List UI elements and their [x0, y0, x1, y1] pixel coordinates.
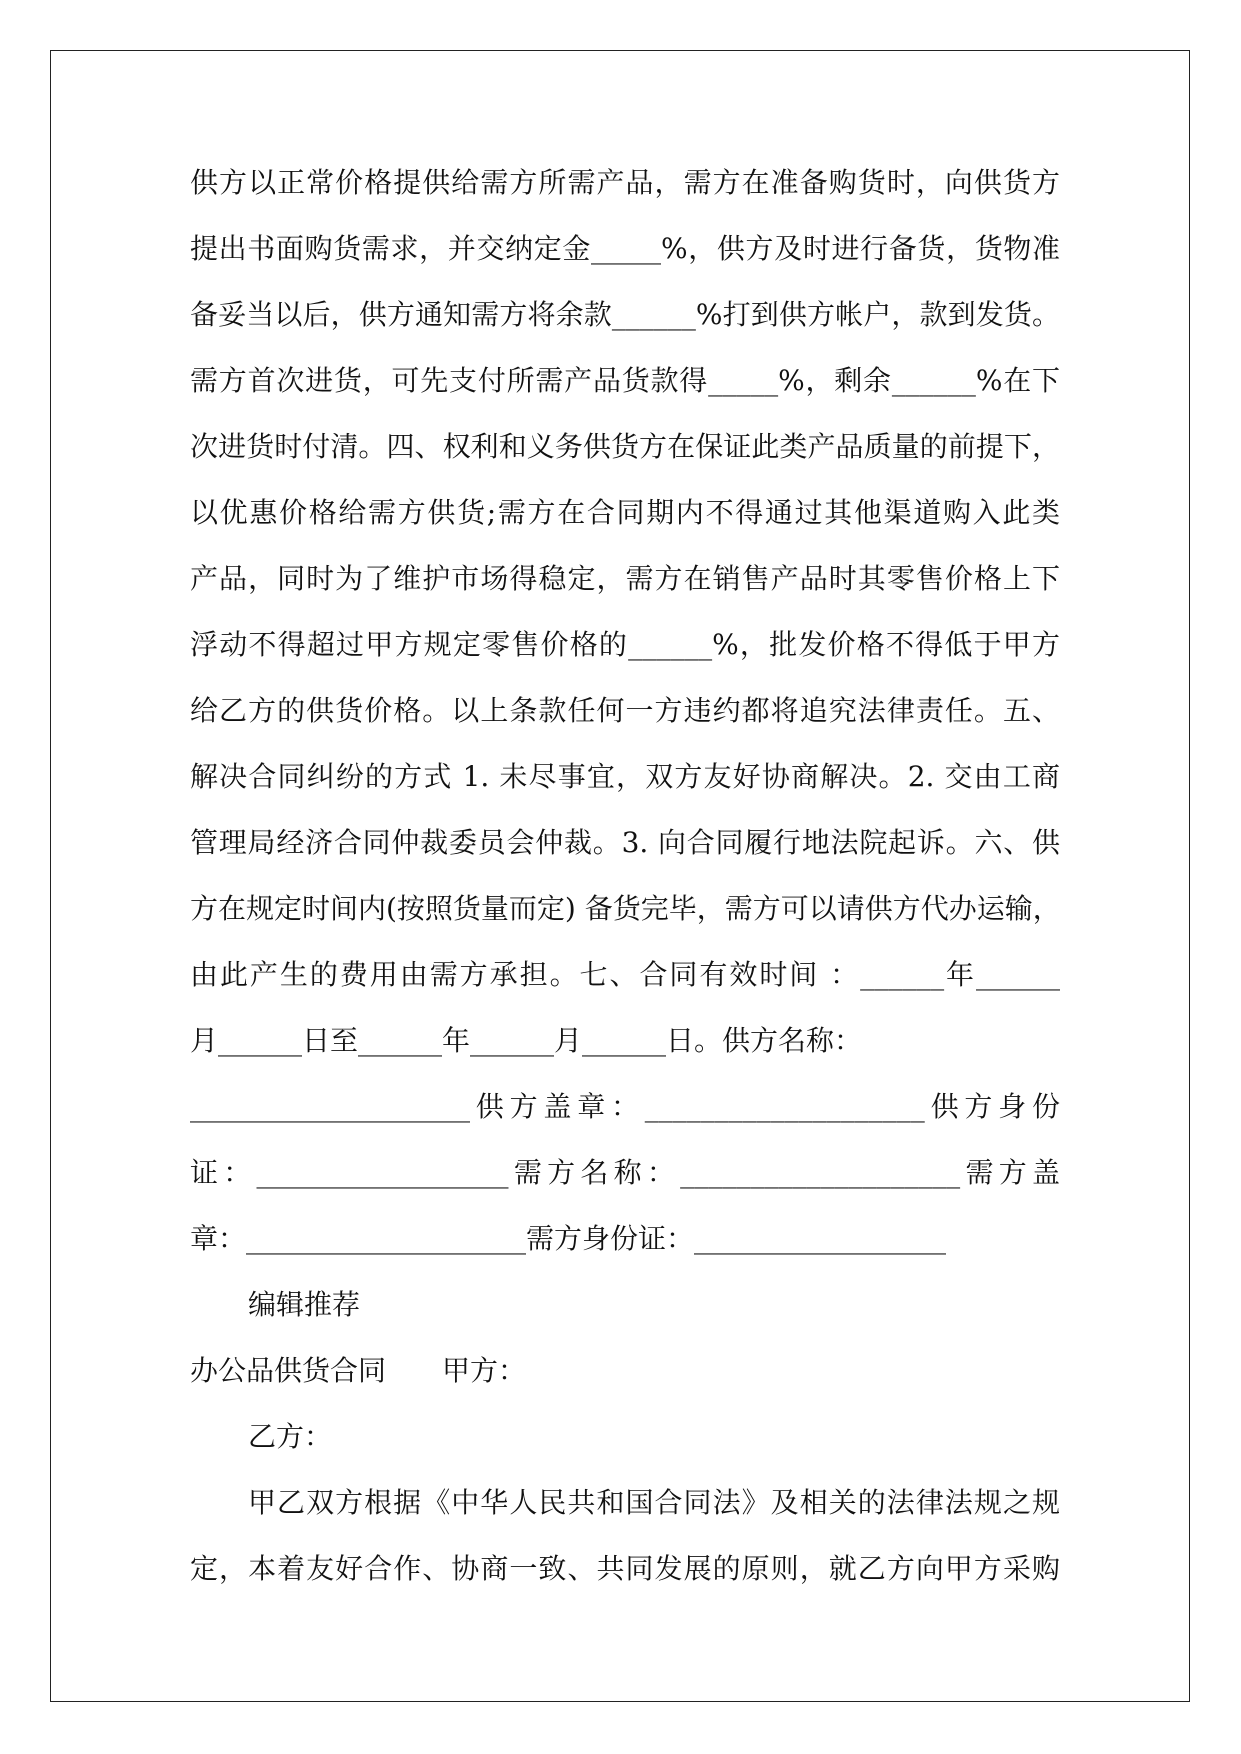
- paragraph-line: 证：__________________需方名称：____________________需方盖: [190, 1156, 1060, 1189]
- paragraph-line: 方在规定时间内(按照货量而定) 备货完毕，需方可以请供方代办运输，: [190, 892, 1061, 925]
- paragraph-line: 提出书面购货需求，并交纳定金_____%，供方及时进行备货，货物准: [190, 232, 1060, 265]
- paragraph-line: 浮动不得超过甲方规定零售价格的______%，批发价格不得低于甲方: [190, 628, 1060, 661]
- paragraph-line: 解决合同纠纷的方式 1. 未尽事宜，双方友好协商解决。2. 交由工商: [190, 760, 1060, 793]
- paragraph-line: 给乙方的供货价格。以上条款任何一方违约都将追究法律责任。五、: [190, 694, 1060, 727]
- paragraph-line: 需方首次进货，可先支付所需产品货款得_____%，剩余______%在下: [190, 364, 1060, 397]
- party-b-label: 乙方：: [248, 1420, 333, 1453]
- paragraph-line: 章：____________________需方身份证：__________________: [190, 1222, 947, 1255]
- paragraph-line: 产品，同时为了维护市场得稳定，需方在销售产品时其零售价格上下: [190, 562, 1060, 595]
- paragraph-line: 次进货时付清。四、权利和义务供货方在保证此类产品质量的前提下，: [190, 430, 1060, 463]
- paragraph-line: 备妥当以后，供方通知需方将余款______%打到供方帐户，款到发货。: [190, 298, 1060, 331]
- paragraph-line: ____________________供方盖章：____________________供方身份: [190, 1090, 1060, 1123]
- paragraph-line: 以优惠价格给需方供货;需方在合同期内不得通过其他渠道购入此类: [190, 496, 1060, 529]
- paragraph-line: 供方以正常价格提供给需方所需产品，需方在准备购货时，向供货方: [190, 166, 1060, 199]
- paragraph-line: 定，本着友好合作、协商一致、共同发展的原则，就乙方向甲方采购: [190, 1552, 1060, 1585]
- contract-title: 办公品供货合同 甲方：: [190, 1354, 527, 1387]
- paragraph-line: 月______日至______年______月______日。供方名称：: [190, 1024, 863, 1057]
- paragraph-line: 由此产生的费用由需方承担。七、合同有效时间 ：______年______: [190, 958, 1060, 991]
- recommend-heading: 编辑推荐: [248, 1288, 361, 1321]
- paragraph-line: 管理局经济合同仲裁委员会仲裁。3. 向合同履行地法院起诉。六、供: [190, 826, 1060, 859]
- document-body: [190, 150, 1060, 1602]
- paragraph-line: 甲乙双方根据《中华人民共和国合同法》及相关的法律法规之规: [248, 1486, 1060, 1519]
